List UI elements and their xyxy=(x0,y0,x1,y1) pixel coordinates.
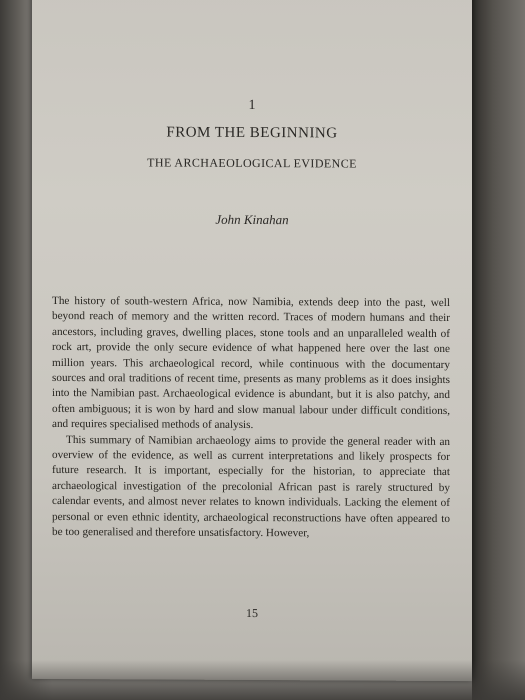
right-background-strip xyxy=(472,0,525,700)
body-text xyxy=(52,294,450,543)
bottom-shadow xyxy=(0,660,525,700)
chapter-title: FROM THE BEGINNING xyxy=(166,124,338,142)
page-number: 15 xyxy=(246,605,258,621)
paragraph-2: This summary of Namibian archaeology aims to provide the general reader with an overview of the evidence, as well as current interpretations and likely prospects for future research. It is important, especially for the historian, to appreciate that archaeological investigation of the precolonial African past is rarely structured by calendar events, and almost never relates to known individuals. Lacking the element of personal or even ethnic identity, archaeological reconstructions have often appeared to be too generalised and therefore unsatisfactory. However, xyxy=(52,433,450,540)
author-name: John Kinahan xyxy=(215,211,289,228)
chapter-subtitle: THE ARCHAEOLOGICAL EVIDENCE xyxy=(147,155,357,171)
chapter-number: 1 xyxy=(248,97,256,114)
book-page xyxy=(32,0,472,681)
paragraph-1: The history of south-western Africa, now Namibia, extends deep into the past, well beyond reach of memory and the written record. Traces of modern humans and their ancestors, including graves, dwelling places, stone tools and an unparalleled wealth of rock art, provide the only secure evidence of what happened here over the last one million years. This archaeological record, while continuous with the documentary sources and oral traditions of recent time, presents as many problems as it does insights into the Namibian past. Archaeological evidence is abundant, but it is also patchy, and often ambiguous; it is won by hard and slow manual labour under difficult conditions, and requires specialised methods of analysis. xyxy=(52,294,450,432)
